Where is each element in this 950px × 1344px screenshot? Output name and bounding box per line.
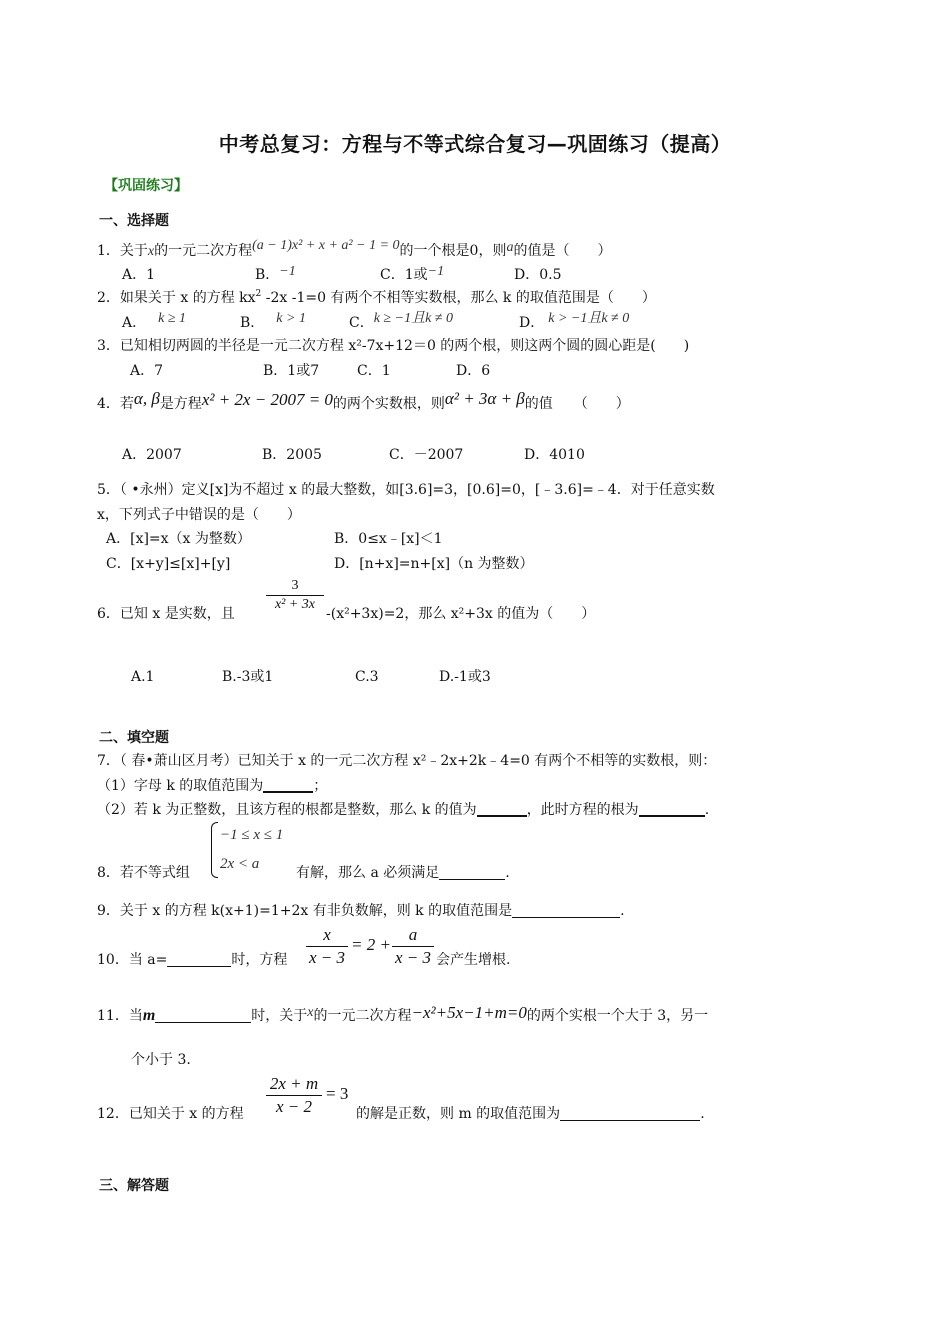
q1-option-b-value: −1 xyxy=(279,264,296,279)
q7-blank-1[interactable] xyxy=(263,777,313,793)
q7-part-2-text: （2）若 k 为正整数，且该方程的根都是整数，那么 k 的值为 xyxy=(97,802,477,818)
question-7-part-1 xyxy=(97,777,327,795)
q4-roots: α, β xyxy=(133,389,160,408)
q7-part-1-text: （1）字母 k 的取值范围为 xyxy=(97,778,264,794)
q1-equation: (a − 1)x² + x + a² − 1 = 0 xyxy=(252,238,400,253)
q2-option-d-label: D． xyxy=(519,315,545,331)
q4-post: 的两个实数根，则 xyxy=(332,396,445,412)
q3-option-d: D．6 xyxy=(456,363,491,379)
q1-option-a: A．1 xyxy=(122,267,156,283)
q11-equation: −x²+5x−1+m=0 xyxy=(411,1003,527,1022)
q1-end: 的值是（ ） xyxy=(513,243,612,259)
q12-blank[interactable] xyxy=(560,1106,700,1121)
q9-end: . xyxy=(620,903,625,919)
q2-rest: -2x -1=0 有两个不相等实数根，那么 k 的取值范围是（ ） xyxy=(261,290,656,306)
q7-blank-2[interactable] xyxy=(477,801,527,817)
q2-option-c xyxy=(349,311,453,333)
question-12-post xyxy=(356,1105,705,1123)
q1-var2: a xyxy=(506,240,514,255)
question-11-line-2: 个小于 3. xyxy=(131,1052,191,1068)
q7-blank-3[interactable] xyxy=(639,801,705,817)
q8-system-line-1: −1 ≤ x ≤ 1 xyxy=(220,827,284,843)
q10-numerator-2: a xyxy=(392,925,434,947)
q10-equals: = 2 + xyxy=(351,935,391,954)
q11-blank[interactable] xyxy=(155,1008,251,1023)
q4-option-d: D．4010 xyxy=(524,447,585,463)
q6-fraction xyxy=(266,578,324,613)
q12-post-text: 的解是正数，则 m 的取值范围为 xyxy=(356,1106,561,1122)
q9-blank[interactable] xyxy=(512,903,620,918)
q4-end: 的值 （ ） xyxy=(524,396,630,412)
question-7-line-1: 7．（ 春•萧山区月考）已知关于 x 的一元二次方程 x²﹣2x+2k﹣4=0 有两个不相等的实数根，则： xyxy=(97,753,717,769)
q12-equals: = 3 xyxy=(326,1084,349,1103)
q2-option-a xyxy=(122,311,187,333)
question-10-pre xyxy=(97,951,287,969)
q8-end: . xyxy=(505,865,510,881)
q2-option-a-label: A． xyxy=(122,315,147,331)
q2-option-d xyxy=(519,311,630,333)
q7-part-1-end: ； xyxy=(313,778,328,794)
q1-option-c-value: −1 xyxy=(427,264,445,279)
q8-blank[interactable] xyxy=(439,865,505,880)
q2-option-d-value: k > −1且k ≠ 0 xyxy=(548,311,630,326)
q4-equation: x² + 2x − 2007 = 0 xyxy=(201,390,333,409)
q10-denominator-2: x − 3 xyxy=(394,948,432,967)
q4-option-c: C．－2007 xyxy=(389,447,464,463)
q2-option-c-label: C． xyxy=(349,315,374,331)
q6-option-b: B.-3或1 xyxy=(222,669,274,685)
section-heading-choice: 一、选择题 xyxy=(99,213,169,229)
question-8-pre: 8．若不等式组 xyxy=(97,865,190,881)
question-5-line-2: x，下列式子中错误的是（ ） xyxy=(97,507,301,523)
q3-option-a: A．7 xyxy=(130,363,164,379)
section-heading-solve: 三、解答题 xyxy=(99,1178,169,1194)
question-8-post xyxy=(296,864,510,882)
question-11 xyxy=(97,1003,709,1026)
q4-pre: 4．若 xyxy=(97,396,134,412)
q1-option-c-label: C．1或 xyxy=(380,267,428,283)
q6-option-a: A.1 xyxy=(131,669,155,685)
question-3: 3．已知相切两圆的半径是一元二次方程 x²-7x+12＝0 的两个根，则这两个圆的圆心距是( ) xyxy=(97,338,690,354)
question-7-part-2 xyxy=(97,801,709,819)
question-1 xyxy=(97,238,612,261)
q11-var-m: m xyxy=(142,1007,156,1024)
q6-option-c: C.3 xyxy=(355,669,379,685)
q10-fraction-1 xyxy=(306,925,348,968)
q11-var-x: x xyxy=(307,1005,314,1020)
question-12-pre: 12．已知关于 x 的方程 xyxy=(97,1106,244,1122)
q5-option-c: C．[x+y]≤[x]+[y] xyxy=(106,556,231,572)
q8-brace xyxy=(211,822,218,878)
q6-option-d: D.-1或3 xyxy=(439,669,491,685)
q4-expression: α² + 3α + β xyxy=(444,389,525,408)
q1-post: 的一个根是0，则 xyxy=(399,243,507,259)
q8-system-line-2: 2x < a xyxy=(220,856,260,872)
q1-mid: 的一元二次方程 xyxy=(154,243,253,259)
q2-option-c-value: k ≥ −1且k ≠ 0 xyxy=(373,311,453,326)
q1-pre: 1．关于 xyxy=(97,243,148,259)
q2-option-b-label: B． xyxy=(240,315,265,331)
q12-end: . xyxy=(700,1106,705,1122)
q2-option-b xyxy=(240,311,306,333)
question-4 xyxy=(97,389,630,413)
q11-mid2-text: 的一元二次方程 xyxy=(313,1008,412,1024)
q7-part-2-end: . xyxy=(704,802,710,818)
question-5-line-1: 5．（ •永州）定义[x]为不超过 x 的最大整数，如[3.6]=3，[0.6]=0，[﹣3.6]=﹣4．对于任意实数 xyxy=(97,482,715,498)
q2-text: 2．如果关于 x 的方程 kx xyxy=(97,290,256,306)
q11-mid-text: 时，关于 xyxy=(251,1008,308,1024)
q1-option-c xyxy=(380,266,444,285)
q3-option-c: C．1 xyxy=(357,363,391,379)
q10-denominator-1: x − 3 xyxy=(308,948,346,967)
question-6-pre: 6．已知 x 是实数，且 xyxy=(97,606,235,622)
q12-denominator: x − 2 xyxy=(275,1097,313,1116)
q5-option-b: B．0≤x﹣[x]＜1 xyxy=(334,531,443,547)
q2-option-a-value: k ≥ 1 xyxy=(158,311,187,326)
q10-pre-text: 10．当 a= xyxy=(97,952,168,968)
q2-sup: 2 xyxy=(255,289,262,299)
question-9 xyxy=(97,902,625,920)
q2-option-b-value: k > 1 xyxy=(276,311,306,326)
q6-denominator: x² + 3x xyxy=(274,597,316,612)
q11-pre-text: 11．当 xyxy=(97,1008,143,1024)
question-10-post: 会产生增根. xyxy=(436,952,511,968)
q4-option-a: A．2007 xyxy=(122,447,182,463)
page-title: 中考总复习：方程与不等式综合复习—巩固练习（提高） xyxy=(218,132,732,156)
section-tag: 【巩固练习】 xyxy=(104,178,188,194)
q1-var: x xyxy=(147,244,155,259)
q7-part-2-mid: ，此时方程的根为 xyxy=(526,802,639,818)
q4-option-b: B．2005 xyxy=(262,447,322,463)
question-2 xyxy=(97,289,656,307)
q9-text: 9．关于 x 的方程 k(x+1)=1+2x 有非负数解，则 k 的取值范围是 xyxy=(97,903,513,919)
q5-option-a: A．[x]=x（x 为整数） xyxy=(106,531,251,547)
q6-numerator: 3 xyxy=(266,578,324,596)
q1-option-b-label: B． xyxy=(255,267,280,283)
q3-option-b: B．1或7 xyxy=(263,363,320,379)
q12-fraction xyxy=(266,1074,322,1117)
q10-blank[interactable] xyxy=(167,952,231,967)
q1-option-b xyxy=(255,266,296,285)
section-heading-fill: 二、填空题 xyxy=(99,730,169,746)
q10-fraction-2 xyxy=(392,925,434,968)
q10-mid-text: 时，方程 xyxy=(231,952,288,968)
q8-post-text: 有解，那么 a 必须满足 xyxy=(296,865,440,881)
q4-mid: 是方程 xyxy=(159,396,202,412)
q1-option-d: D．0.5 xyxy=(514,267,562,283)
q12-numerator: 2x + m xyxy=(266,1074,322,1096)
q10-numerator-1: x xyxy=(306,925,348,947)
q11-post-text: 的两个实根一个大于 3，另一 xyxy=(526,1008,709,1024)
question-6-post: -(x²+3x)=2，那么 x²+3x 的值为（ ） xyxy=(326,606,596,622)
q5-option-d: D．[n+x]=n+[x]（n 为整数） xyxy=(334,556,534,572)
